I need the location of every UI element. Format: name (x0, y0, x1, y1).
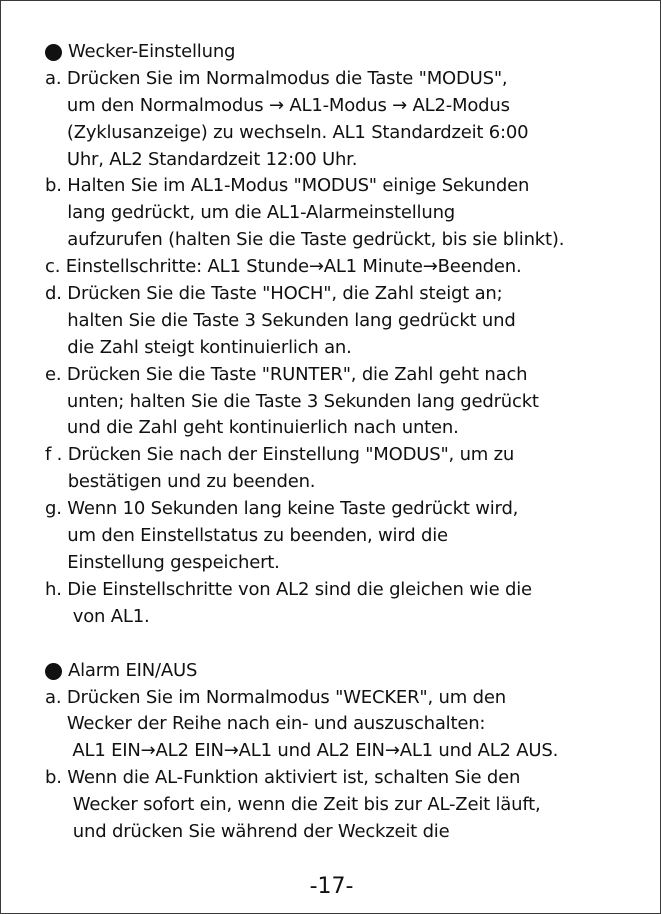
instruction-item (45, 765, 645, 846)
item-text-line: Drücken Sie die Taste "HOCH", die Zahl steigt an; (67, 283, 503, 305)
item-marker: a. (45, 686, 67, 708)
item-text (67, 362, 539, 443)
item-marker: f . (45, 444, 68, 466)
item-marker: e. (45, 363, 67, 385)
item-text-line: und die Zahl geht kontinuierlich nach unten. (66, 417, 459, 439)
instruction-item (45, 577, 645, 631)
item-marker: g. (45, 498, 68, 520)
instruction-item (45, 281, 645, 362)
filled-circle-bullet-icon (45, 44, 62, 61)
item-text (67, 765, 540, 846)
filled-circle-bullet-icon (45, 663, 62, 680)
instruction-item (45, 442, 645, 496)
item-text-line: Drücken Sie die Taste "RUNTER", die Zahl geht nach (66, 363, 528, 385)
item-text-line: Drücken Sie nach der Einstellung "MODUS", um zu (67, 444, 515, 466)
instruction-item (45, 173, 645, 254)
item-marker: a. (45, 67, 67, 89)
item-text-line: aufzurufen (halten Sie die Taste gedrückt, bis sie blinkt). (67, 229, 565, 251)
item-text-line: (Zyklusanzeige) zu wechseln. AL1 Standardzeit 6:00 (66, 121, 529, 143)
item-text-line: um den Normalmodus → AL1-Modus → AL2-Modus (66, 94, 510, 116)
item-text (67, 685, 558, 766)
section-heading (45, 39, 645, 66)
section-heading (45, 658, 645, 685)
item-text (67, 577, 532, 631)
item-text (67, 66, 529, 174)
instruction-item (45, 254, 645, 281)
page-content (45, 39, 645, 846)
item-marker: b. (45, 175, 68, 197)
item-text-line: Wecker sofort ein, wenn die Zeit bis zur AL-Zeit läuft, (67, 794, 541, 816)
item-text-line: Wecker der Reihe nach ein- und auszuschalten: (66, 713, 486, 735)
item-text-line: und drücken Sie während der Weckzeit die (67, 820, 450, 842)
item-text-line: um den Einstellstatus zu beenden, wird die (67, 525, 448, 547)
item-text-line: Drücken Sie im Normalmodus die Taste "MODUS", (66, 67, 508, 89)
instruction-item (45, 362, 645, 443)
item-text-line: Drücken Sie im Normalmodus "WECKER", um den (66, 686, 506, 708)
section-spacer (45, 631, 645, 658)
section-heading-text: Alarm EIN/AUS (68, 659, 198, 681)
item-text-line: die Zahl steigt kontinuierlich an. (67, 336, 352, 358)
instruction-item (45, 685, 645, 766)
item-text-line: halten Sie die Taste 3 Sekunden lang gedrückt und (67, 309, 516, 331)
item-text (67, 496, 518, 577)
item-text-line: von AL1. (67, 605, 150, 627)
item-text-line: lang gedrückt, um die AL1-Alarmeinstellung (67, 202, 456, 224)
instruction-item (45, 66, 645, 174)
item-text-line: AL1 EIN→AL2 EIN→AL1 und AL2 EIN→AL1 und AL2 AUS. (66, 740, 559, 762)
item-text-line: Uhr, AL2 Standardzeit 12:00 Uhr. (66, 148, 358, 170)
item-text-line: Einstellschritte: AL1 Stunde→AL1 Minute→Beenden. (65, 256, 522, 278)
item-text-line: Halten Sie im AL1-Modus "MODUS" einige Sekunden (67, 175, 530, 197)
item-marker: b. (45, 767, 68, 789)
item-text-line: unten; halten Sie die Taste 3 Sekunden lang gedrückt (66, 390, 539, 412)
item-marker: h. (45, 578, 68, 600)
item-text-line: bestätigen und zu beenden. (67, 471, 316, 493)
page-number: -17- (309, 874, 354, 899)
item-text-line: Wenn die AL-Funktion aktiviert ist, schalten Sie den (67, 767, 521, 789)
item-text (67, 173, 564, 254)
item-marker: c. (45, 256, 66, 278)
item-text (68, 442, 514, 496)
section (45, 658, 645, 846)
item-text-line: Einstellung gespeichert. (67, 551, 280, 573)
item-text-line: Die Einstellschritte von AL2 sind die gleichen wie die (67, 578, 532, 600)
item-marker: d. (45, 283, 68, 305)
item-text-line: Wenn 10 Sekunden lang keine Taste gedrückt wird, (67, 498, 519, 520)
instruction-item (45, 496, 645, 577)
item-text (66, 254, 522, 281)
item-text (67, 281, 515, 362)
section-heading-text: Wecker-Einstellung (68, 41, 236, 62)
section (45, 39, 645, 631)
